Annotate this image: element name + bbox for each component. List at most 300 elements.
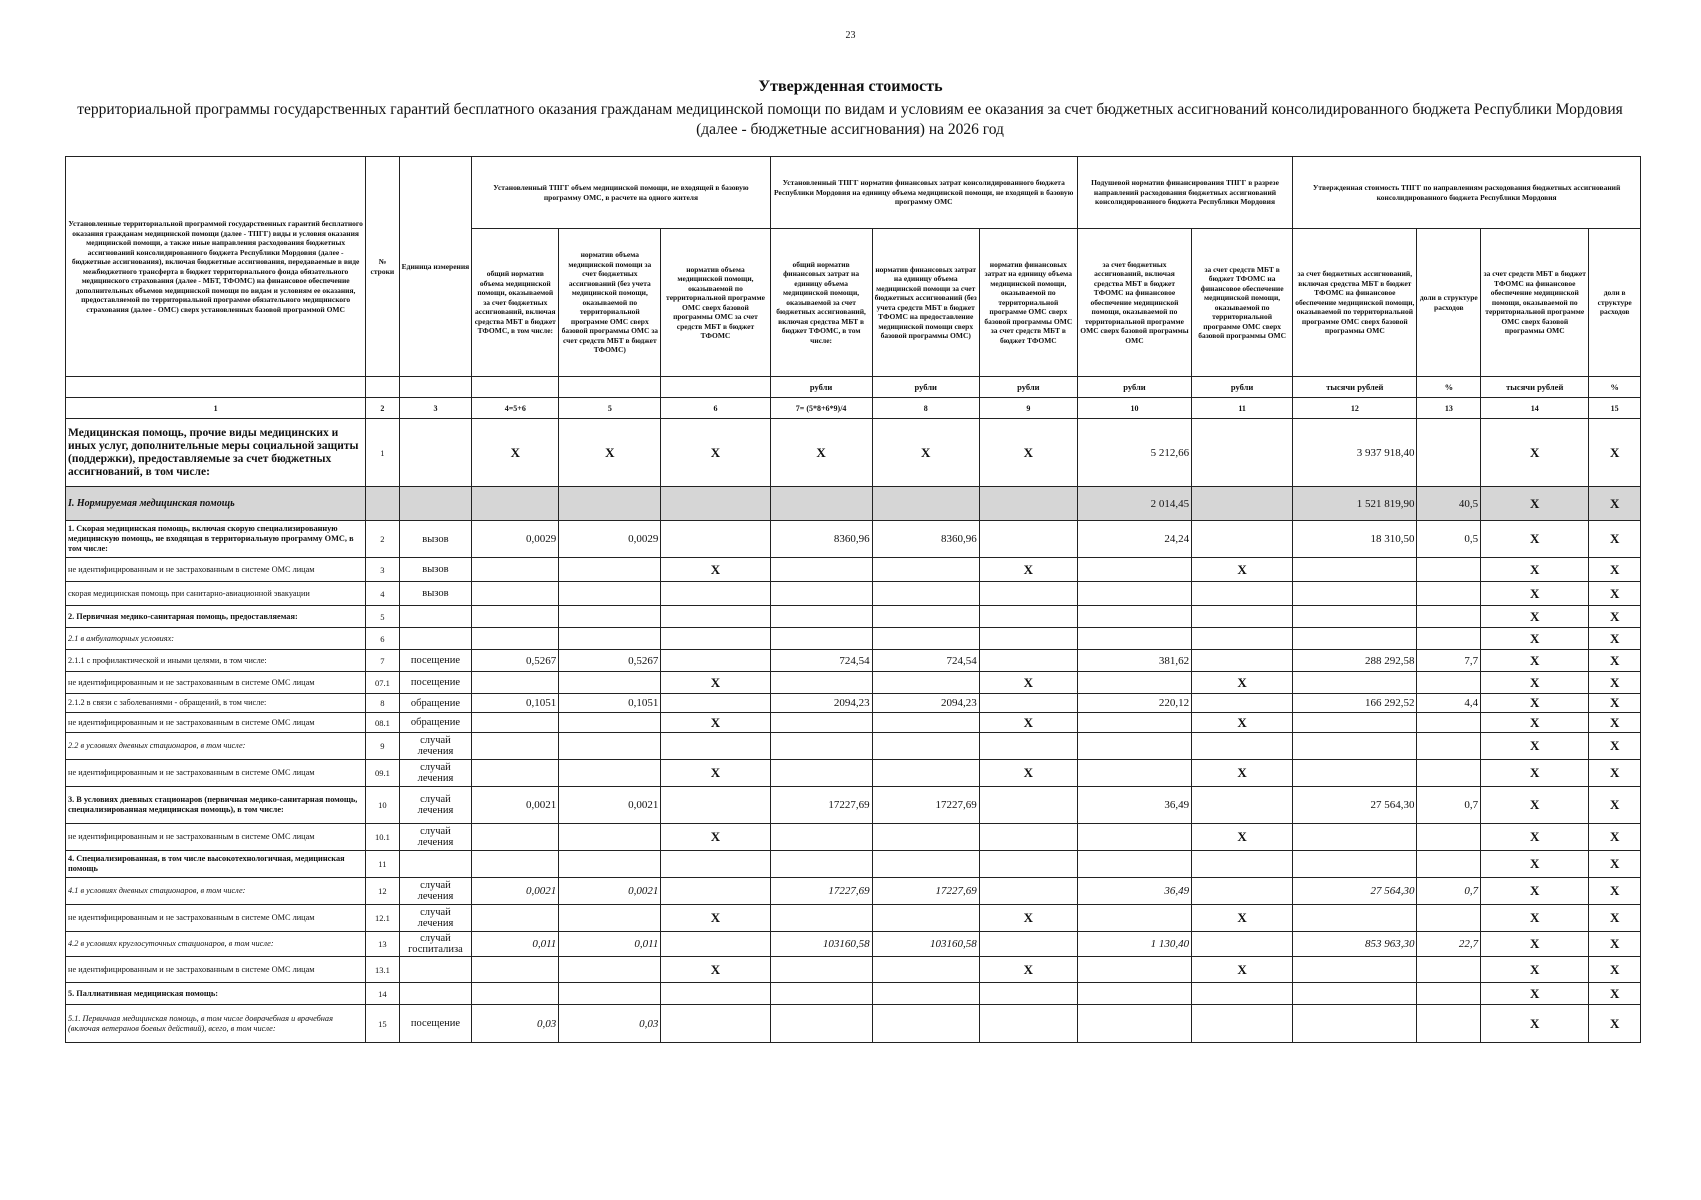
value-cell-c12 [1293, 851, 1417, 878]
row-number-cell: 13.1 [366, 957, 399, 983]
value-cell-c6 [661, 983, 770, 1005]
value-cell-c14: X [1481, 628, 1589, 650]
value-cell-c10 [1077, 582, 1191, 606]
value-cell-c6 [661, 628, 770, 650]
value-cell-c4: 0,011 [472, 932, 559, 957]
value-cell-c14: X [1481, 851, 1589, 878]
row-name-cell: не идентифицированным и не застрахованным в системе ОМС лицам [66, 905, 366, 932]
column-number-row [66, 398, 1641, 419]
value-cell-c5 [559, 957, 661, 983]
value-cell-c5 [559, 905, 661, 932]
row-number-cell: 7 [366, 650, 399, 672]
value-cell-c4 [472, 851, 559, 878]
value-cell-c12: 18 310,50 [1293, 521, 1417, 558]
value-cell-c14: X [1481, 558, 1589, 582]
value-cell-c9: X [979, 713, 1077, 733]
row-unit-cell: случай лечения [399, 905, 472, 932]
value-cell-c4 [472, 606, 559, 628]
value-cell-c13 [1417, 419, 1481, 487]
value-cell-c12: 166 292,52 [1293, 694, 1417, 713]
value-cell-c14: X [1481, 932, 1589, 957]
value-cell-c12 [1293, 983, 1417, 1005]
value-cell-c10 [1077, 606, 1191, 628]
value-cell-c7 [770, 672, 872, 694]
value-cell-c8 [872, 824, 979, 851]
value-cell-c14: X [1481, 733, 1589, 760]
value-cell-c12: 853 963,30 [1293, 932, 1417, 957]
row-name-cell: 1. Скорая медицинская помощь, включая скорую специализированную медицинскую помощь, не входящая в территориальную программу ОМС, в том числе: [66, 521, 366, 558]
value-cell-c15: X [1589, 521, 1641, 558]
value-cell-c4 [472, 628, 559, 650]
value-cell-c6 [661, 932, 770, 957]
table-row [66, 650, 1641, 672]
value-cell-c14: X [1481, 606, 1589, 628]
row-number-cell: 15 [366, 1005, 399, 1043]
row-unit-cell: случай лечения [399, 787, 472, 824]
table-row [66, 487, 1641, 521]
value-cell-c4 [472, 582, 559, 606]
value-cell-c6 [661, 787, 770, 824]
row-unit-cell: обращение [399, 713, 472, 733]
value-cell-c12: 3 937 918,40 [1293, 419, 1417, 487]
value-cell-c15: X [1589, 672, 1641, 694]
value-cell-c15: X [1589, 787, 1641, 824]
value-cell-c8: X [872, 419, 979, 487]
header-group-approved-cost: Утвержденная стоимость ТПГГ по направлениям расходования бюджетных ассигнований консолидированного бюджета Республики Мордовия [1293, 157, 1641, 229]
value-cell-c5 [559, 628, 661, 650]
value-cell-c12 [1293, 628, 1417, 650]
row-number-cell: 11 [366, 851, 399, 878]
value-cell-c7: 724,54 [770, 650, 872, 672]
row-unit-cell: обращение [399, 694, 472, 713]
value-cell-c9 [979, 733, 1077, 760]
column-number-cell: 10 [1077, 398, 1191, 419]
value-cell-c8 [872, 713, 979, 733]
unit-cell: рубли [872, 377, 979, 398]
value-cell-c15: X [1589, 487, 1641, 521]
header-col6: норматив объема медицинской помощи, оказываемой по территориальной программе ОМС сверх базовой программы ОМС за счет средств МБТ в бюджет ТФОМС [661, 229, 770, 377]
value-cell-c10: 24,24 [1077, 521, 1191, 558]
value-cell-c10 [1077, 1005, 1191, 1043]
table-row [66, 1005, 1641, 1043]
value-cell-c14: X [1481, 787, 1589, 824]
table-row [66, 582, 1641, 606]
value-cell-c11 [1192, 694, 1293, 713]
value-cell-c10: 36,49 [1077, 878, 1191, 905]
value-cell-c5: 0,0021 [559, 787, 661, 824]
value-cell-c14: X [1481, 878, 1589, 905]
column-number-cell: 7= (5*8+6*9)/4 [770, 398, 872, 419]
column-number-cell: 8 [872, 398, 979, 419]
column-number-cell: 14 [1481, 398, 1589, 419]
row-name-cell: не идентифицированным и не застрахованным в системе ОМС лицам [66, 957, 366, 983]
value-cell-c15: X [1589, 760, 1641, 787]
value-cell-c11 [1192, 606, 1293, 628]
value-cell-c11 [1192, 487, 1293, 521]
value-cell-c4 [472, 760, 559, 787]
row-name-cell: 5.1. Первичная медицинская помощь, в том числе доврачебная и врачебная (включая ветеранов боевых действий), всего, в том числе: [66, 1005, 366, 1043]
value-cell-c13: 0,7 [1417, 878, 1481, 905]
value-cell-c5 [559, 713, 661, 733]
unit-cell [366, 377, 399, 398]
table-row [66, 760, 1641, 787]
value-cell-c10: 5 212,66 [1077, 419, 1191, 487]
value-cell-c14: X [1481, 487, 1589, 521]
row-name-cell: не идентифицированным и не застрахованным в системе ОМС лицам [66, 558, 366, 582]
value-cell-c5 [559, 582, 661, 606]
row-unit-cell: случай лечения [399, 824, 472, 851]
unit-cell: тысячи рублей [1481, 377, 1589, 398]
value-cell-c6: X [661, 672, 770, 694]
value-cell-c4 [472, 983, 559, 1005]
column-number-cell: 5 [559, 398, 661, 419]
table-row [66, 983, 1641, 1005]
value-cell-c9: X [979, 672, 1077, 694]
value-cell-c13 [1417, 760, 1481, 787]
value-cell-c9: X [979, 419, 1077, 487]
value-cell-c6: X [661, 419, 770, 487]
document-subtitle: территориальной программы государственных гарантий бесплатного оказания гражданам медицинской помощи по видам и условиям ее оказания за счет бюджетных ассигнований консолидированного бюджета Республики Мордовия (далее - бюджетные ассигнования) на 2026 год [77, 101, 1623, 138]
table-row [66, 628, 1641, 650]
value-cell-c8 [872, 760, 979, 787]
row-name-cell: не идентифицированным и не застрахованным в системе ОМС лицам [66, 672, 366, 694]
row-number-cell: 09.1 [366, 760, 399, 787]
value-cell-c13 [1417, 983, 1481, 1005]
unit-cell: рубли [770, 377, 872, 398]
row-unit-cell: случай госпитализа [399, 932, 472, 957]
value-cell-c10 [1077, 558, 1191, 582]
row-number-cell: 08.1 [366, 713, 399, 733]
value-cell-c13: 4,4 [1417, 694, 1481, 713]
value-cell-c15: X [1589, 851, 1641, 878]
value-cell-c6 [661, 1005, 770, 1043]
value-cell-c4 [472, 957, 559, 983]
value-cell-c10 [1077, 628, 1191, 650]
value-cell-c15: X [1589, 558, 1641, 582]
value-cell-c10: 36,49 [1077, 787, 1191, 824]
row-unit-cell: посещение [399, 1005, 472, 1043]
value-cell-c8: 724,54 [872, 650, 979, 672]
value-cell-c9 [979, 851, 1077, 878]
value-cell-c15: X [1589, 905, 1641, 932]
row-number-cell: 13 [366, 932, 399, 957]
value-cell-c8 [872, 558, 979, 582]
value-cell-c11: X [1192, 713, 1293, 733]
value-cell-c8: 103160,58 [872, 932, 979, 957]
header-group-per-capita: Подушевой норматив финансирования ТПГГ в разрезе направлений расходования бюджетных ассигнований консолидированного бюджета Республики Мордовия [1077, 157, 1292, 229]
value-cell-c6: X [661, 558, 770, 582]
value-cell-c12 [1293, 672, 1417, 694]
value-cell-c8: 17227,69 [872, 787, 979, 824]
value-cell-c12 [1293, 606, 1417, 628]
value-cell-c13 [1417, 558, 1481, 582]
value-cell-c9 [979, 932, 1077, 957]
row-name-cell: 2.2 в условиях дневных стационаров, в том числе: [66, 733, 366, 760]
value-cell-c4: 0,0021 [472, 787, 559, 824]
unit-cell: рубли [1077, 377, 1191, 398]
value-cell-c11 [1192, 983, 1293, 1005]
value-cell-c10 [1077, 851, 1191, 878]
value-cell-c11 [1192, 1005, 1293, 1043]
value-cell-c5 [559, 983, 661, 1005]
value-cell-c15: X [1589, 582, 1641, 606]
value-cell-c6 [661, 851, 770, 878]
value-cell-c10 [1077, 713, 1191, 733]
value-cell-c9 [979, 694, 1077, 713]
row-name-cell: 2.1.1 с профилактической и иными целями, в том числе: [66, 650, 366, 672]
row-name-cell: 2. Первичная медико-санитарная помощь, предоставляемая: [66, 606, 366, 628]
value-cell-c9 [979, 1005, 1077, 1043]
value-cell-c12: 1 521 819,90 [1293, 487, 1417, 521]
table-row [66, 957, 1641, 983]
row-name-cell: не идентифицированным и не застрахованным в системе ОМС лицам [66, 713, 366, 733]
row-number-cell: 4 [366, 582, 399, 606]
value-cell-c8 [872, 606, 979, 628]
row-unit-cell: посещение [399, 650, 472, 672]
header-col11: за счет средств МБТ в бюджет ТФОМС на финансовое обеспечение медицинской помощи, оказываемой по территориальной программе ОМС сверх базовой программы ОМС [1192, 229, 1293, 377]
row-name-cell: Медицинская помощь, прочие виды медицинских и иных услуг, дополнительные меры социальной защиты (поддержки), предоставляемые за счет бюджетных ассигнований, в том числе: [66, 419, 366, 487]
value-cell-c14: X [1481, 582, 1589, 606]
value-cell-c5 [559, 851, 661, 878]
value-cell-c7: 103160,58 [770, 932, 872, 957]
value-cell-c4 [472, 487, 559, 521]
value-cell-c8 [872, 851, 979, 878]
row-number-cell: 8 [366, 694, 399, 713]
value-cell-c12 [1293, 1005, 1417, 1043]
value-cell-c6 [661, 582, 770, 606]
value-cell-c11 [1192, 932, 1293, 957]
value-cell-c7: 17227,69 [770, 787, 872, 824]
value-cell-c5 [559, 558, 661, 582]
value-cell-c7 [770, 558, 872, 582]
value-cell-c8: 2094,23 [872, 694, 979, 713]
value-cell-c11 [1192, 733, 1293, 760]
row-name-cell: 2.1.2 в связи с заболеваниями - обращений, в том числе: [66, 694, 366, 713]
row-unit-cell [399, 419, 472, 487]
value-cell-c10 [1077, 957, 1191, 983]
value-cell-c12 [1293, 582, 1417, 606]
table-row [66, 419, 1641, 487]
row-unit-cell [399, 851, 472, 878]
value-cell-c4: X [472, 419, 559, 487]
value-cell-c9 [979, 650, 1077, 672]
row-number-cell: 10 [366, 787, 399, 824]
value-cell-c9: X [979, 558, 1077, 582]
table-row [66, 694, 1641, 713]
row-unit-cell: случай лечения [399, 733, 472, 760]
value-cell-c12 [1293, 905, 1417, 932]
value-cell-c8 [872, 1005, 979, 1043]
value-cell-c14: X [1481, 760, 1589, 787]
value-cell-c14: X [1481, 824, 1589, 851]
value-cell-c5 [559, 672, 661, 694]
value-cell-c13 [1417, 1005, 1481, 1043]
value-cell-c15: X [1589, 419, 1641, 487]
row-name-cell: 4.1 в условиях дневных стационаров, в том числе: [66, 878, 366, 905]
value-cell-c11 [1192, 582, 1293, 606]
value-cell-c7 [770, 628, 872, 650]
value-cell-c6 [661, 733, 770, 760]
value-cell-c5: 0,0021 [559, 878, 661, 905]
value-cell-c9 [979, 487, 1077, 521]
value-cell-c14: X [1481, 650, 1589, 672]
value-cell-c13 [1417, 851, 1481, 878]
row-name-cell: I. Нормируемая медицинская помощь [66, 487, 366, 521]
row-number-cell: 3 [366, 558, 399, 582]
value-cell-c4: 0,03 [472, 1005, 559, 1043]
unit-cell [661, 377, 770, 398]
value-cell-c7 [770, 983, 872, 1005]
row-unit-cell [399, 957, 472, 983]
header-col1: Установленные территориальной программой государственных гарантий бесплатного оказания гражданам медицинской помощи (далее - ТПГГ) виды и условия оказания медицинской помощи, а также иные направления расходования бюджетных ассигнований консолидированного бюджета Республики Мордовия (далее - бюджетные ассигнования), включая бюджетные ассигнования, передаваемые в виде межбюджетного трансферта в бюджет территориального фонда обязательного медицинского страхования (далее - МБТ, ТФОМС) на финансовое обеспечение дополнительных объемов медицинской помощи по видам и условиям ее оказания, предоставляемой по территориальной программе обязательного медицинского страхования (далее - ОМС) сверх установленных базовой программой ОМС [66, 157, 366, 377]
value-cell-c8 [872, 672, 979, 694]
value-cell-c9 [979, 521, 1077, 558]
table-row [66, 932, 1641, 957]
value-cell-c10: 2 014,45 [1077, 487, 1191, 521]
row-number-cell: 5 [366, 606, 399, 628]
value-cell-c4 [472, 824, 559, 851]
header-group-volume: Установленный ТПГГ объем медицинской помощи, не входящей в базовую программу ОМС, в расчете на одного жителя [472, 157, 770, 229]
header-col10: за счет бюджетных ассигнований, включая средства МБТ в бюджет ТФОМС на финансовое обеспечение медицинской помощи, оказываемой по территориальной программе ОМС сверх базовой программы ОМС [1077, 229, 1191, 377]
value-cell-c5: 0,1051 [559, 694, 661, 713]
value-cell-c15: X [1589, 650, 1641, 672]
value-cell-c9 [979, 983, 1077, 1005]
units-row [66, 377, 1641, 398]
value-cell-c14: X [1481, 419, 1589, 487]
row-number-cell: 9 [366, 733, 399, 760]
value-cell-c13 [1417, 672, 1481, 694]
row-number-cell: 1 [366, 419, 399, 487]
value-cell-c10 [1077, 983, 1191, 1005]
header-col3: Единица измерения [399, 157, 472, 377]
row-unit-cell: случай лечения [399, 878, 472, 905]
value-cell-c4 [472, 558, 559, 582]
value-cell-c5: X [559, 419, 661, 487]
value-cell-c14: X [1481, 1005, 1589, 1043]
value-cell-c6 [661, 487, 770, 521]
value-cell-c14: X [1481, 672, 1589, 694]
value-cell-c11 [1192, 650, 1293, 672]
value-cell-c11 [1192, 628, 1293, 650]
value-cell-c13 [1417, 582, 1481, 606]
value-cell-c15: X [1589, 628, 1641, 650]
value-cell-c5: 0,5267 [559, 650, 661, 672]
value-cell-c11 [1192, 521, 1293, 558]
value-cell-c11: X [1192, 957, 1293, 983]
value-cell-c11 [1192, 787, 1293, 824]
column-number-cell: 9 [979, 398, 1077, 419]
value-cell-c7 [770, 713, 872, 733]
value-cell-c6: X [661, 824, 770, 851]
value-cell-c11 [1192, 419, 1293, 487]
value-cell-c10: 381,62 [1077, 650, 1191, 672]
value-cell-c15: X [1589, 824, 1641, 851]
value-cell-c13 [1417, 824, 1481, 851]
unit-cell: % [1417, 377, 1481, 398]
value-cell-c14: X [1481, 983, 1589, 1005]
value-cell-c9 [979, 787, 1077, 824]
value-cell-c5 [559, 733, 661, 760]
value-cell-c5: 0,0029 [559, 521, 661, 558]
row-name-cell: 2.1 в амбулаторных условиях: [66, 628, 366, 650]
value-cell-c9: X [979, 957, 1077, 983]
value-cell-c12 [1293, 733, 1417, 760]
value-cell-c15: X [1589, 932, 1641, 957]
column-number-cell: 11 [1192, 398, 1293, 419]
header-col13: доли в структуре расходов [1417, 229, 1481, 377]
value-cell-c14: X [1481, 521, 1589, 558]
value-cell-c4: 0,5267 [472, 650, 559, 672]
row-number-cell: 14 [366, 983, 399, 1005]
row-number-cell: 12 [366, 878, 399, 905]
value-cell-c9 [979, 628, 1077, 650]
value-cell-c7 [770, 851, 872, 878]
row-unit-cell [399, 983, 472, 1005]
header-col5: норматив объема медицинской помощи за счет бюджетных ассигнований (без учета медицинской помощи, оказываемой по территориальной программе ОМС сверх базовой программы ОМС за счет средств МБТ в бюджет ТФОМС) [559, 229, 661, 377]
value-cell-c10 [1077, 824, 1191, 851]
value-cell-c9 [979, 606, 1077, 628]
unit-cell: % [1589, 377, 1641, 398]
row-name-cell: скорая медицинская помощь при санитарно-авиационной эвакуации [66, 582, 366, 606]
header-col9: норматив финансовых затрат на единицу объема медицинской помощи, оказываемой по территориальной программе ОМС сверх базовой программы ОМС за счет средств МБТ в бюджет ТФОМС [979, 229, 1077, 377]
value-cell-c13: 7,7 [1417, 650, 1481, 672]
value-cell-c6 [661, 878, 770, 905]
unit-cell: тысячи рублей [1293, 377, 1417, 398]
value-cell-c7 [770, 760, 872, 787]
value-cell-c13 [1417, 628, 1481, 650]
column-number-cell: 2 [366, 398, 399, 419]
value-cell-c9 [979, 824, 1077, 851]
value-cell-c9: X [979, 760, 1077, 787]
value-cell-c6: X [661, 713, 770, 733]
header-group-cost-norm: Установленный ТПГГ норматив финансовых затрат консолидированного бюджета Республики Мордовия на единицу объема медицинской помощи, не входящей в базовую программу ОМС [770, 157, 1077, 229]
value-cell-c8 [872, 628, 979, 650]
value-cell-c8 [872, 733, 979, 760]
value-cell-c12 [1293, 713, 1417, 733]
value-cell-c4 [472, 733, 559, 760]
row-name-cell: 5. Паллиативная медицинская помощь: [66, 983, 366, 1005]
value-cell-c7: X [770, 419, 872, 487]
table-row [66, 905, 1641, 932]
value-cell-c5 [559, 487, 661, 521]
value-cell-c8 [872, 957, 979, 983]
value-cell-c12 [1293, 824, 1417, 851]
column-number-cell: 3 [399, 398, 472, 419]
value-cell-c4: 0,0029 [472, 521, 559, 558]
value-cell-c13: 40,5 [1417, 487, 1481, 521]
value-cell-c4: 0,1051 [472, 694, 559, 713]
header-col4: общий норматив объема медицинской помощи, оказываемой за счет бюджетных ассигнований, включая средства МБТ в бюджет ТФОМС, в том числе: [472, 229, 559, 377]
table-row [66, 558, 1641, 582]
table-row [66, 606, 1641, 628]
row-unit-cell: вызов [399, 521, 472, 558]
value-cell-c10 [1077, 672, 1191, 694]
value-cell-c10: 1 130,40 [1077, 932, 1191, 957]
column-number-cell: 1 [66, 398, 366, 419]
value-cell-c6 [661, 650, 770, 672]
unit-cell [472, 377, 559, 398]
value-cell-c7 [770, 957, 872, 983]
value-cell-c7 [770, 733, 872, 760]
page-number: 23 [845, 30, 856, 41]
row-unit-cell: вызов [399, 558, 472, 582]
value-cell-c12: 27 564,30 [1293, 878, 1417, 905]
value-cell-c14: X [1481, 957, 1589, 983]
cost-table [65, 156, 1641, 1043]
value-cell-c12: 27 564,30 [1293, 787, 1417, 824]
value-cell-c13: 22,7 [1417, 932, 1481, 957]
row-number-cell: 07.1 [366, 672, 399, 694]
